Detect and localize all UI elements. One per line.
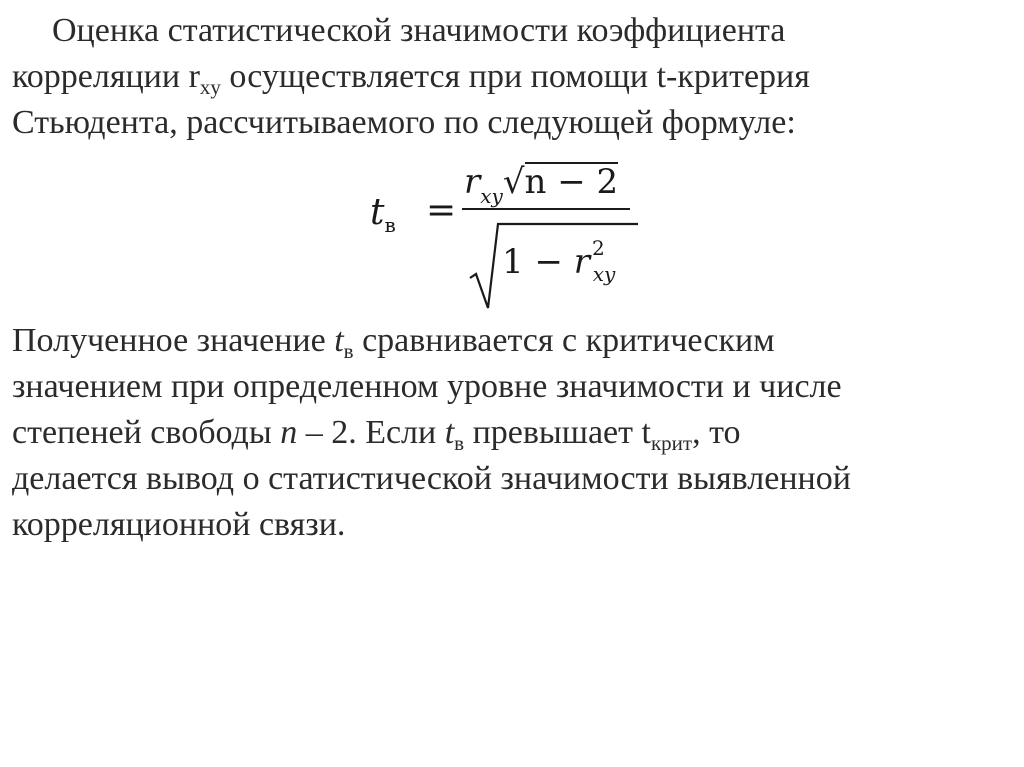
intro-line-1: Оценка статистической значимости коэффициента [52,12,786,49]
conclusion-s3: значением при определенном уровне значимости и числе [12,368,842,405]
conclusion-t1: t [334,322,344,359]
denominator-radicand [502,236,625,286]
conclusion-s8: делается вывод о статистической значимости выявленной [12,460,851,497]
rxy-subscript: xy [199,75,221,99]
intro-line-2-end: осуществляется при помощи t-критерия [220,58,810,95]
conclusion-t1-sub: в [343,339,354,363]
numerator-var: r [464,162,481,202]
formula-lhs [370,192,396,237]
denominator-one-minus: 1 − [502,242,574,282]
formula-equals: = [426,190,457,231]
numerator-radical-sign: √ [502,162,525,202]
conclusion-s1: Полученное значение [12,322,335,359]
conclusion-s6: превышает t [464,414,651,451]
t-statistic-formula [370,160,650,310]
conclusion-t2: t [444,414,455,451]
denominator-var: r [573,242,591,282]
denominator-sup: 2 [592,236,605,260]
conclusion-n: n [280,414,298,451]
formula-lhs-var: t [370,192,385,233]
conclusion-tcrit-sub: крит [650,431,693,455]
intro-paragraph [12,8,1012,146]
intro-line-3: Стьюдента, рассчитываемого по следующей формуле: [12,104,796,141]
conclusion-s4: степеней свободы [12,414,281,451]
conclusion-s9: корреляционной связи. [12,506,346,543]
intro-line-2-start: корреляции r [12,58,200,95]
conclusion-s7: , то [692,414,741,451]
conclusion-paragraph [12,318,1012,548]
conclusion-s5: – 2. Если [297,414,445,451]
denominator-sub: xy [592,262,616,286]
fraction-bar [462,208,630,210]
numerator-sub: xy [480,184,503,208]
formula-lhs-sub: в [384,213,396,237]
numerator-radicand: n − 2 [524,162,619,202]
formula-numerator [464,162,619,208]
formula-denominator [468,220,638,312]
conclusion-t2-sub: в [454,431,465,455]
conclusion-s2: сравнивается с критическим [353,322,775,359]
